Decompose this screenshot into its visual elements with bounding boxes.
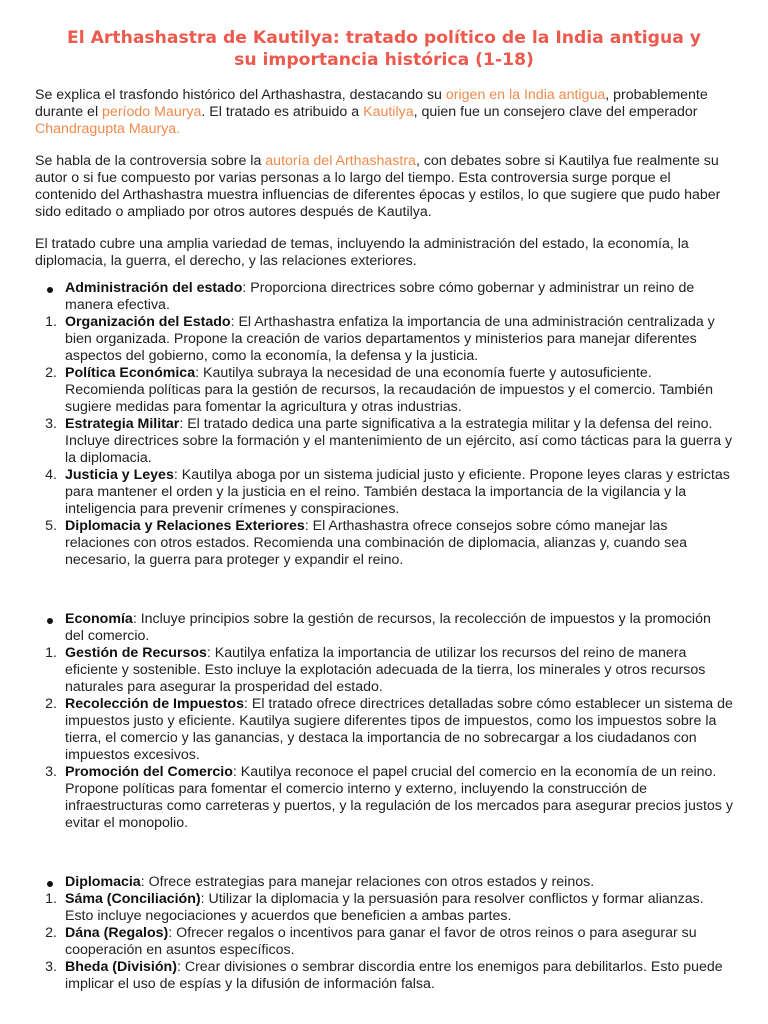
bullet-item [35, 280, 733, 314]
link-chandragupta[interactable]: Chandragupta Maurya. [35, 121, 181, 137]
item-text: : El tratado ofrece directrices detalladas sobre cómo establecer un sistema de impuestos justo y eficiente. Kautilya sugiere diferentes tipos de impuestos, como los impuestos sobre la tierra, el comercio y las ganancias, y destaca la importancia de no sobrecargar a los ciudadanos con impuestos excesivos. [65, 696, 733, 763]
link-autoria[interactable]: autoría del Arthashastra [265, 153, 416, 169]
item-number: 4. [45, 467, 57, 483]
item-text: : Ofrece estrategias para manejar relaciones con otros estados y reinos. [140, 874, 595, 890]
intro-text: . El tratado es atribuido a [201, 104, 364, 120]
item-text: : Crear divisiones o sembrar discordia entre los enemigos para debilitarlos. Esto puede implicar el uso de espías y la difusión de información falsa. [65, 959, 723, 992]
numbered-item [35, 696, 733, 764]
item-text: : El Arthashastra enfatiza la importancia de una administración centralizada y bien organizada. Propone la creación de varios departamentos y ministerios para manejar diferentes aspectos del gobierno, como la economía, la defensa y la justicia. [65, 314, 715, 364]
item-term: Economía [65, 611, 133, 627]
link-origen[interactable]: origen en la India antigua [445, 87, 606, 103]
item-text: : Utilizar la diplomacia y la persuasión para resolver conflictos y formar alianzas. Esto incluye negociaciones y acuerdos que beneficien a ambas partes. [65, 891, 704, 924]
section-spacer [35, 569, 733, 611]
numbered-item [35, 959, 733, 993]
item-text: : Kautilya enfatiza la importancia de utilizar los recursos del reino de manera eficiente y sostenible. Esto incluye la explotación adecuada de la tierra, los minerales y otros recursos naturales para asegurar la prosperidad del estado. [65, 645, 706, 695]
item-term: Sáma (Conciliación) [65, 891, 201, 907]
intro-paragraph-2 [35, 153, 733, 221]
item-term: Estrategia Militar [65, 416, 180, 432]
page-title: El Arthashastra de Kautilya: tratado político de la India antigua y su importancia histórica (1-18) [66, 28, 702, 70]
numbered-item [35, 467, 733, 518]
numbered-item [35, 891, 733, 925]
section-economia [35, 611, 733, 832]
intro-text: , probablemente durante el [35, 87, 708, 120]
link-periodo-maurya[interactable]: período Maurya [102, 104, 202, 120]
numbered-item [35, 925, 733, 959]
bullet-item [35, 874, 733, 891]
item-number: 5. [45, 518, 57, 534]
item-number: 2. [45, 696, 57, 712]
item-number: 1. [45, 645, 57, 661]
section-spacer [35, 832, 733, 874]
intro-text: Se habla de la controversia sobre la [35, 153, 266, 169]
item-number: 1. [45, 891, 57, 907]
item-term: Recolección de Impuestos [65, 696, 244, 712]
numbered-item [35, 518, 733, 569]
numbered-item [35, 365, 733, 416]
item-number: 3. [45, 959, 57, 975]
item-text: : Kautilya aboga por un sistema judicial justo y eficiente. Propone leyes claras y estrictas para mantener el orden y la justicia en el reino. También destaca la importancia de la vigilancia y la inteligencia para prevenir crímenes y conspiraciones. [65, 467, 730, 517]
intro-text: , quien fue un consejero clave del emperador [413, 104, 698, 120]
intro-paragraph-1 [35, 87, 733, 138]
bullet-icon [47, 618, 53, 624]
item-text: : El tratado dedica una parte significativa a la estrategia militar y la defensa del reino. Incluye directrices sobre la formación y el mantenimiento de un ejército, así como tácticas para la guerra y la diplomacia. [65, 416, 733, 466]
bullet-icon [47, 881, 53, 887]
numbered-item [35, 645, 733, 696]
item-term: Gestión de Recursos [65, 645, 207, 661]
bullet-icon [47, 287, 53, 293]
intro-text: , con debates sobre si Kautilya fue realmente su autor o si fue compuesto por varias personas a lo largo del tiempo. Esta controversia surge porque el contenido del Arthashastra muestra influencias de diferentes épocas y estilos, lo que sugiere que pudo haber sido editado o ampliado por otros autores después de Kautilya. [35, 153, 721, 220]
item-term: Organización del Estado [65, 314, 231, 330]
item-text: : El Arthashastra ofrece consejos sobre cómo manejar las relaciones con otros estados. Recomienda una combinación de diplomacia, alianzas y, cuando sea necesario, la guerra para proteger y expandir el reino. [65, 518, 687, 568]
item-term: Diplomacia y Relaciones Exteriores [65, 518, 305, 534]
item-number: 2. [45, 925, 57, 941]
item-term: Política Económica [65, 365, 196, 381]
section-administracion [35, 280, 733, 569]
intro-paragraph-3: El tratado cubre una amplia variedad de temas, incluyendo la administración del estado, la economía, la diplomacia, la guerra, el derecho, y las relaciones exteriores. [35, 236, 689, 269]
item-number: 3. [45, 416, 57, 432]
item-term: Promoción del Comercio [65, 764, 233, 780]
item-text: : Incluye principios sobre la gestión de recursos, la recolección de impuestos y la promoción del comercio. [65, 611, 711, 644]
numbered-item [35, 764, 733, 832]
item-text: : Ofrecer regalos o incentivos para ganar el favor de otros reinos o para asegurar su cooperación en asuntos específicos. [65, 925, 697, 958]
item-term: Diplomacia [65, 874, 141, 890]
link-kautilya[interactable]: Kautilya [363, 104, 414, 120]
intro-text: Se explica el trasfondo histórico del Arthashastra, destacando su [35, 87, 446, 103]
item-number: 3. [45, 764, 57, 780]
section-diplomacia [35, 874, 733, 993]
numbered-item [35, 314, 733, 365]
item-term: Dána (Regalos) [65, 925, 169, 941]
item-term: Justicia y Leyes [65, 467, 174, 483]
item-term: Administración del estado [65, 280, 243, 296]
item-text: : Kautilya reconoce el papel crucial del comercio en la economía de un reino. Propone políticas para fomentar el comercio interno y externo, incluyendo la construcción de infraestructuras como carreteras y puertos, y la regulación de los mercados para asegurar precios justos y evitar el monopolio. [65, 764, 733, 831]
numbered-item [35, 416, 733, 467]
item-text: : Proporciona directrices sobre cómo gobernar y administrar un reino de manera efectiva. [65, 280, 695, 313]
item-text: : Kautilya subraya la necesidad de una economía fuerte y autosuficiente. Recomienda políticas para la gestión de recursos, la recaudación de impuestos y el comercio. También sugiere medidas para fomentar la agricultura y otras industrias. [65, 365, 713, 415]
item-number: 1. [45, 314, 57, 330]
bullet-item [35, 611, 733, 645]
item-number: 2. [45, 365, 57, 381]
item-term: Bheda (División) [65, 959, 177, 975]
